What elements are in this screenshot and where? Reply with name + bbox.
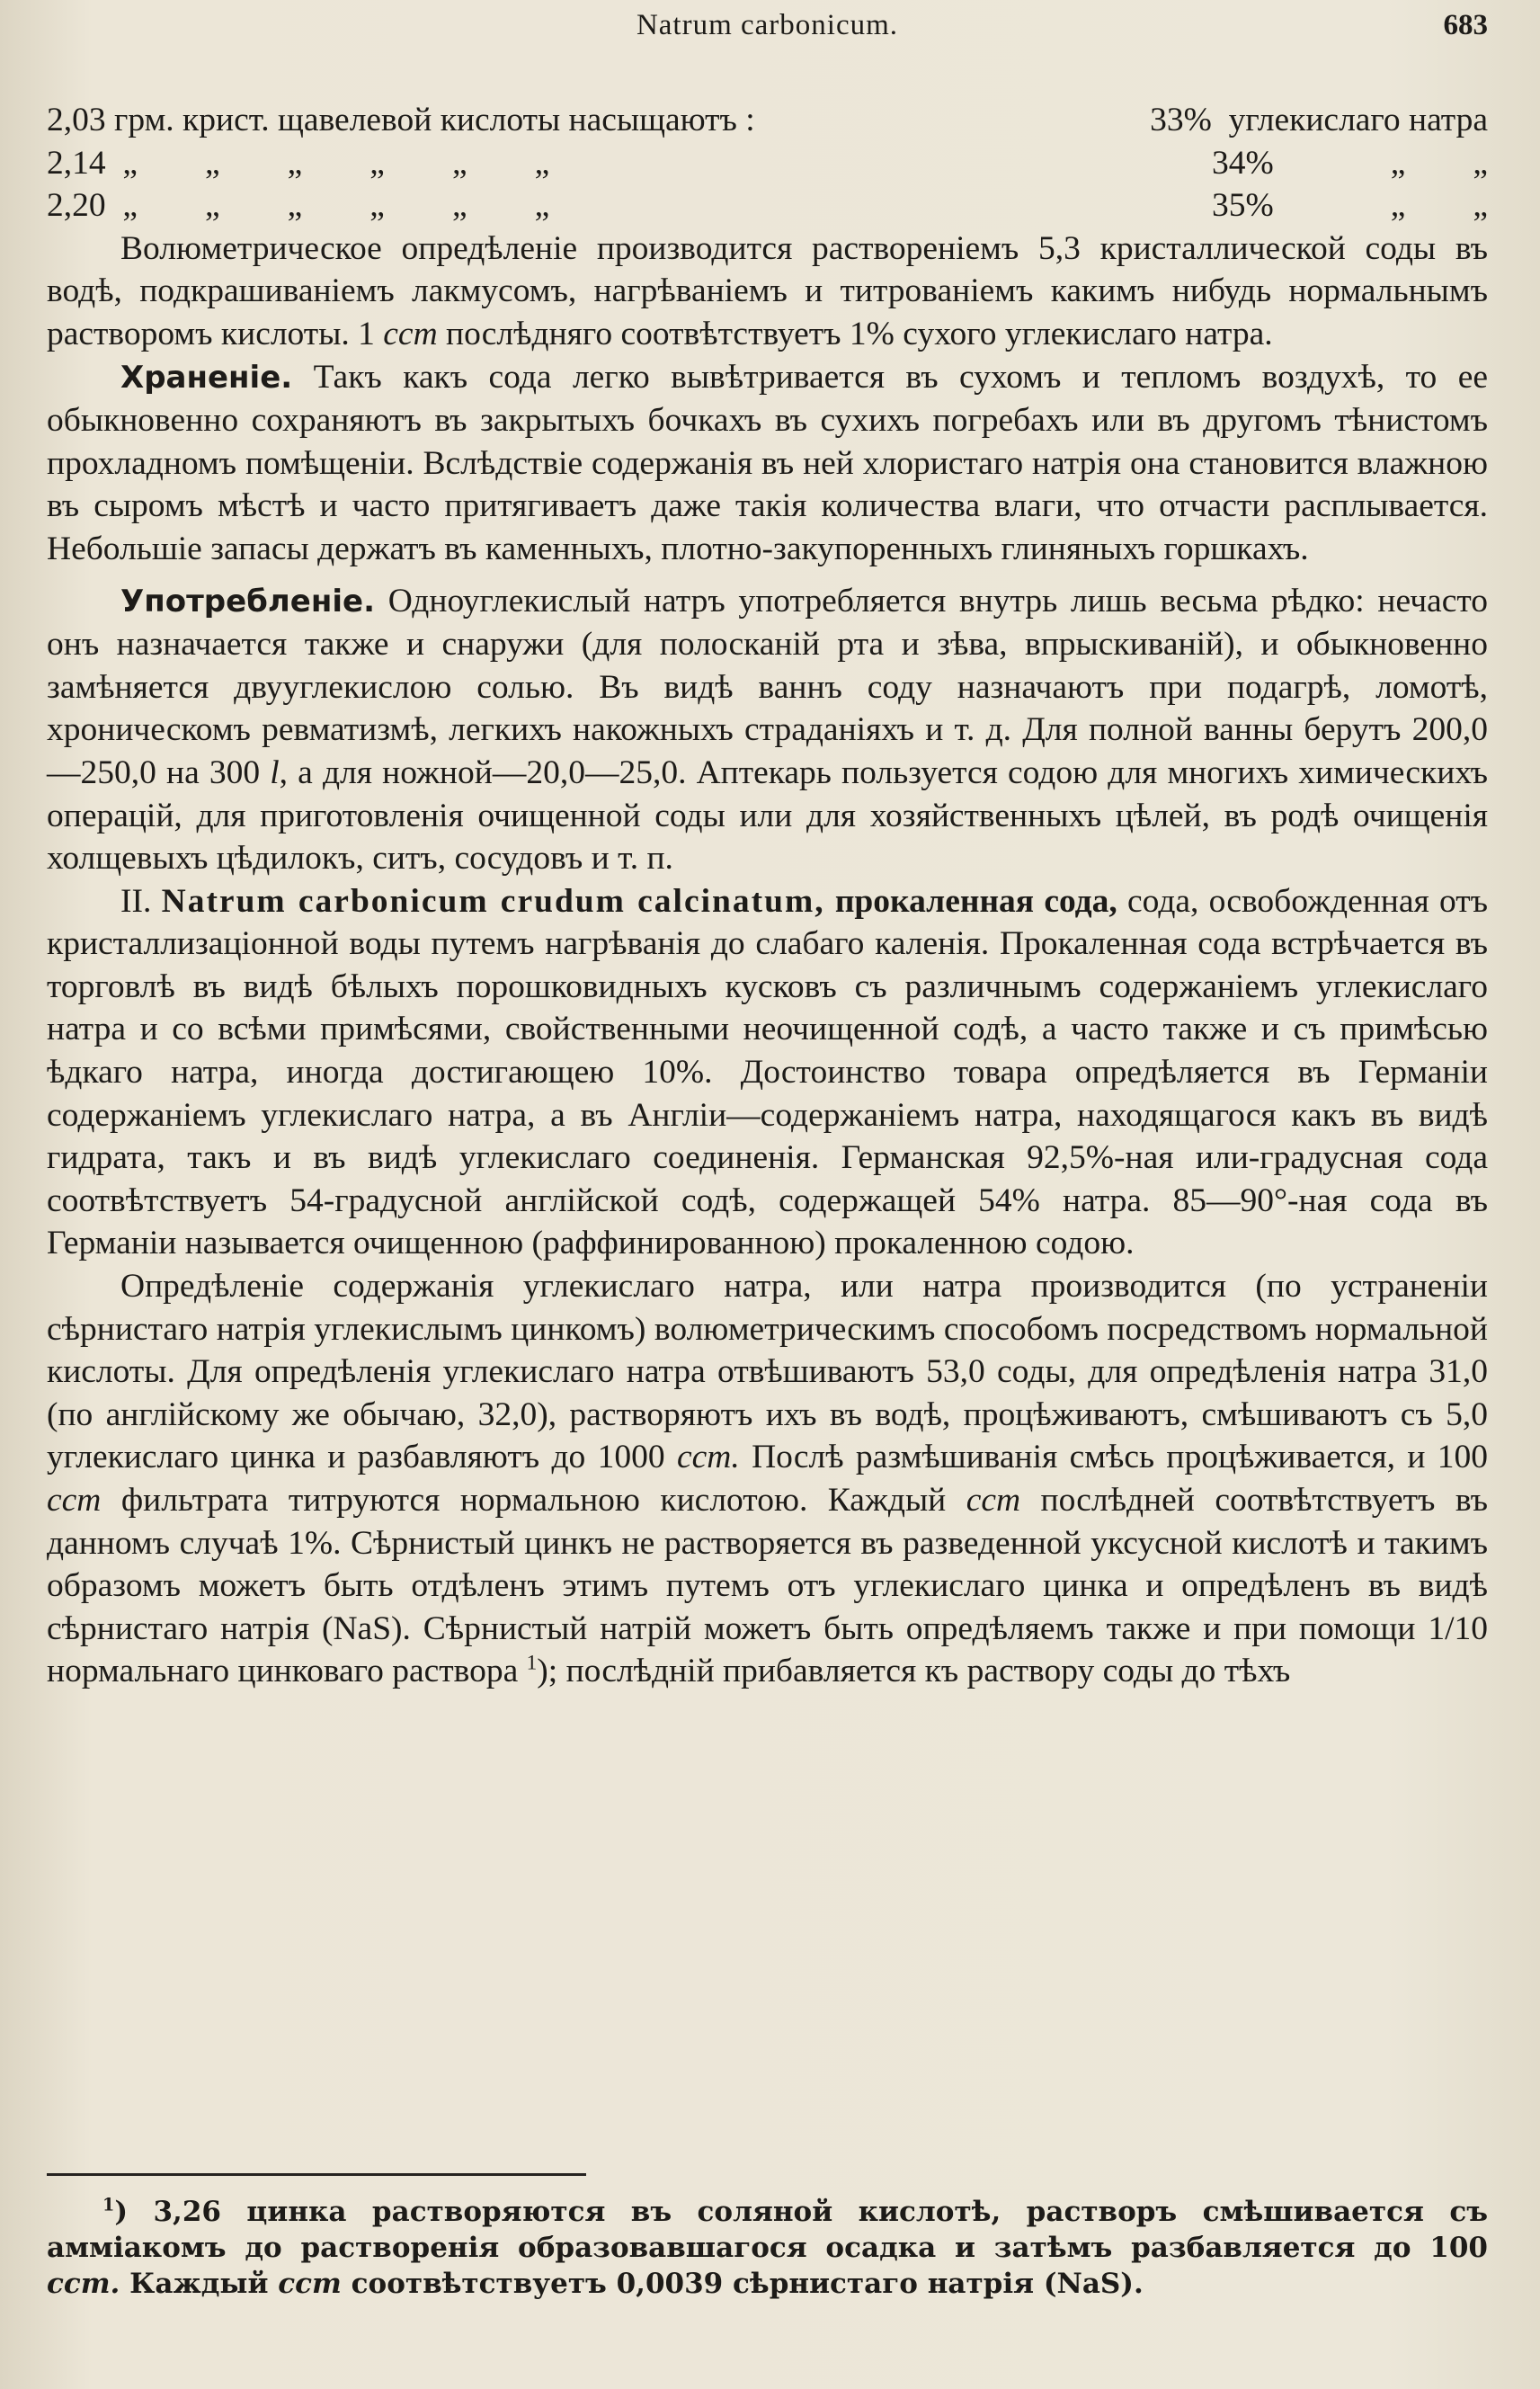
calc-row-3 xyxy=(47,184,1488,227)
russian-term: прокаленная сода, xyxy=(834,882,1117,920)
footnote-divider xyxy=(47,2173,586,2176)
calc-ditto: „ „ xyxy=(1390,144,1488,182)
section-heading: Употребленіе. xyxy=(120,583,375,620)
running-header xyxy=(47,9,1488,49)
running-title: Natrum carbonicum. xyxy=(636,9,899,41)
calc-weight: 2,03 xyxy=(47,102,106,138)
calc-ditto: „ „ „ „ „ „ xyxy=(122,144,550,182)
footnote-reference[interactable]: 1 xyxy=(526,1651,538,1675)
paragraph-volumetric: Волюметрическое опредѣленіе производится раствореніемъ 5,3 кристаллической соды въ водѣ, подкрашиваніемъ лакмусомъ, нагрѣваніемъ и титрованіемъ какимъ нибудь нормальнымъ растворомъ кислоты. 1 ccm послѣдняго соотвѣтствуетъ 1% сухого углекислаго натра. xyxy=(47,229,1488,352)
calc-percent: 33% xyxy=(1150,102,1212,138)
calc-ditto: „ „ xyxy=(1390,187,1488,225)
calc-product: углекислаго натра xyxy=(1228,102,1488,138)
paragraph-storage: Храненіе. Такъ какъ сода легко вывѣтривается въ сухомъ и тепломъ воздухѣ, то ее обыкновенно сохраняютъ въ закрытыхъ бочкахъ въ сухихъ погребахъ или въ другомъ тѣнистомъ прохладномъ помѣщеніи. Вслѣдствіе содержанія въ ней хлористаго натрія она становится влажною въ сыромъ мѣстѣ и часто притягиваетъ даже такія количества влаги, что отчасти расплывается. Небольшіе запасы держатъ въ каменныхъ, плотно-закупоренныхъ глиняныхъ горшкахъ. xyxy=(47,358,1489,567)
latin-term: Natrum carbonicum crudum calcinatum, xyxy=(161,882,825,920)
calc-row-1 xyxy=(47,99,1488,142)
footnote: $^1$) 3,26 цинка растворяются въ соляной кислотѣ, растворъ смѣшивается съ аммiакомъ до растворенія образовавшагося осадка и затѣмъ разбавляется до 100 ccm. Каждый ccm соотвѣтствуетъ 0,0039 сѣрнистаго натрія (NaS). xyxy=(47,2194,1488,2300)
calc-row-2 xyxy=(47,142,1488,185)
calc-ditto: „ „ „ „ „ „ xyxy=(122,187,550,225)
calc-weight: 2,14 xyxy=(47,144,106,182)
fraction: 1/10 xyxy=(1428,1609,1488,1647)
calc-text: грм. крист. щавелевой кислоты насыщаютъ : xyxy=(114,102,755,138)
paragraph-usage: Употребленіе. Одноуглекислый натръ употребляется внутрь лишь весьма рѣдко: нечасто онъ назначается также и снаружи (для полосканій рта и зѣва, впрыскиваній), и обыкновенно замѣняется двууглекислою солью. Въ видѣ ваннъ соду назначаютъ при подагрѣ, ломотѣ, хроническомъ ревматизмѣ, легкихъ накожныхъ страданіяхъ и т. д. Для полной ванны берутъ 200,0—250,0 на 300 l, а для ножной—20,0—25,0. Аптекарь пользуется содою для многихъ химическихъ операцій, для приготовленія очищенной соды или для хозяйственныхъ цѣлей, въ родѣ очищенія холщевыхъ цѣдилокъ, ситъ, сосудовъ и т. п. xyxy=(47,582,1488,878)
calc-weight: 2,20 xyxy=(47,187,106,225)
calc-percent: 35% xyxy=(1211,187,1274,225)
calc-percent: 34% xyxy=(1211,144,1274,182)
paragraph-calcined-soda: II. Natrum carbonicum crudum calcinatum, прокаленная сода, сода, освобожденная отъ кристаллизаціонной воды путемъ нагрѣванія до слабаго каленія. Прокаленная сода встрѣчается въ торговлѣ въ видѣ бѣлыхъ порошковидныхъ кусковъ съ различнымъ содержаніемъ углекислаго натра и со всѣми примѣсями, свойственными неочищенной содѣ, а часто также и съ примѣсью ѣдкаго натра, иногда достигающею 10%. Достоинство товара опредѣляется въ Германіи содержаніемъ углекислаго натра, а въ Англіи—содержаніемъ натра, находящагося какъ въ видѣ гидрата, такъ и въ видѣ углекислаго соединенія. Германская 92,5%-ная или-градусная сода соотвѣтствуетъ 54-градусной англійской содѣ, содержащей 54% натра. 85—90°-ная сода въ Германіи называется очищенною (раффинированною) прокаленною содою. xyxy=(47,882,1489,1262)
page-body xyxy=(47,99,1488,1693)
footnote-mark: 1 xyxy=(102,2194,115,2215)
page-number: 683 xyxy=(1443,9,1488,41)
paragraph-determination: Опредѣленіе содержанія углекислаго натра, или натра производится (по устраненіи сѣрнистаго натрія углекислымъ цинкомъ) волюметрическимъ способомъ посредствомъ нормальной кислоты. Для опредѣленія углекислаго натра отвѣшиваютъ 53,0 соды, для опредѣленія натра 31,0 (по англійскому же обычаю, 32,0), растворяютъ ихъ въ водѣ, процѣживаютъ, смѣшиваютъ съ 5,0 углекислаго цинка и разбавляютъ до 1000 ccm. Послѣ размѣшиванія смѣсь процѣживается, и 100 ccm фильтрата титруются нормальною кислотою. Каждый ccm послѣдней соотвѣтствуетъ въ данномъ случаѣ 1%. Сѣрнистый цинкъ не растворяется въ разведенной уксусной кислотѣ и такимъ образомъ можетъ быть отдѣленъ этимъ путемъ отъ углекислаго цинка и опредѣленъ въ видѣ сѣрнистаго натрія (NaS). Сѣрнистый натрій можетъ быть опредѣляемъ также и при помощи 1/10 нормальнаго цинковаго раствора $^1$); послѣдній прибавляется къ раствору соды до тѣхъ xyxy=(47,1268,1489,1690)
section-heading: Храненіе. xyxy=(120,359,293,396)
